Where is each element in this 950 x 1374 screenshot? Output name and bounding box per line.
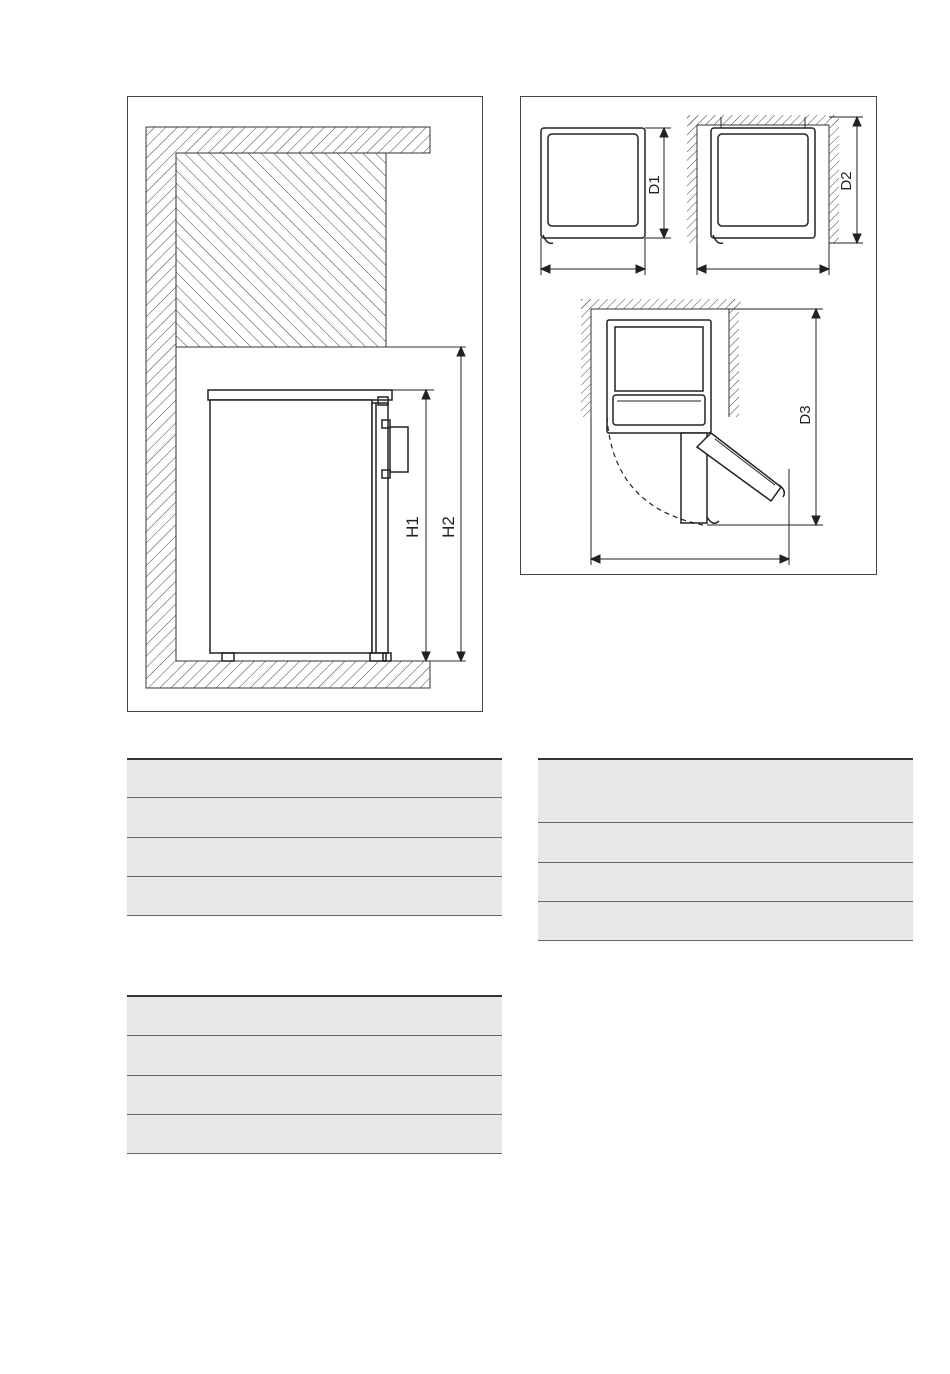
label-d2: D2 <box>838 171 855 191</box>
dimension-h2 <box>457 347 465 661</box>
appliance-side-view <box>208 390 408 661</box>
depth-diagram <box>521 97 878 576</box>
top-view-door-open <box>607 320 784 525</box>
upper-cabinet <box>176 153 386 347</box>
table-row <box>127 838 502 877</box>
table-row <box>538 758 913 823</box>
table-row <box>127 1115 502 1154</box>
height-diagram <box>128 97 484 713</box>
table-row <box>538 823 913 863</box>
table-row <box>127 1036 502 1076</box>
table-row <box>127 1076 502 1115</box>
installation-height-figure <box>127 96 483 712</box>
label-d1: D1 <box>646 175 663 195</box>
table-row <box>127 877 502 916</box>
top-view-niche <box>711 117 815 243</box>
wall-hatch-d2 <box>687 115 839 125</box>
label-h2: H2 <box>439 516 458 538</box>
dimensions-table-1 <box>127 758 502 916</box>
table-row <box>538 863 913 902</box>
wall-hatch-d3 <box>581 299 741 309</box>
label-h1: H1 <box>403 516 422 538</box>
table-row <box>538 902 913 941</box>
label-d3: D3 <box>797 405 814 425</box>
dimensions-table-3 <box>127 995 502 1154</box>
dimensions-table-2 <box>538 758 913 941</box>
top-view-freestanding <box>541 128 645 243</box>
table-row <box>127 995 502 1036</box>
installation-depth-figure <box>520 96 877 575</box>
table-row <box>127 798 502 838</box>
table-row <box>127 758 502 798</box>
